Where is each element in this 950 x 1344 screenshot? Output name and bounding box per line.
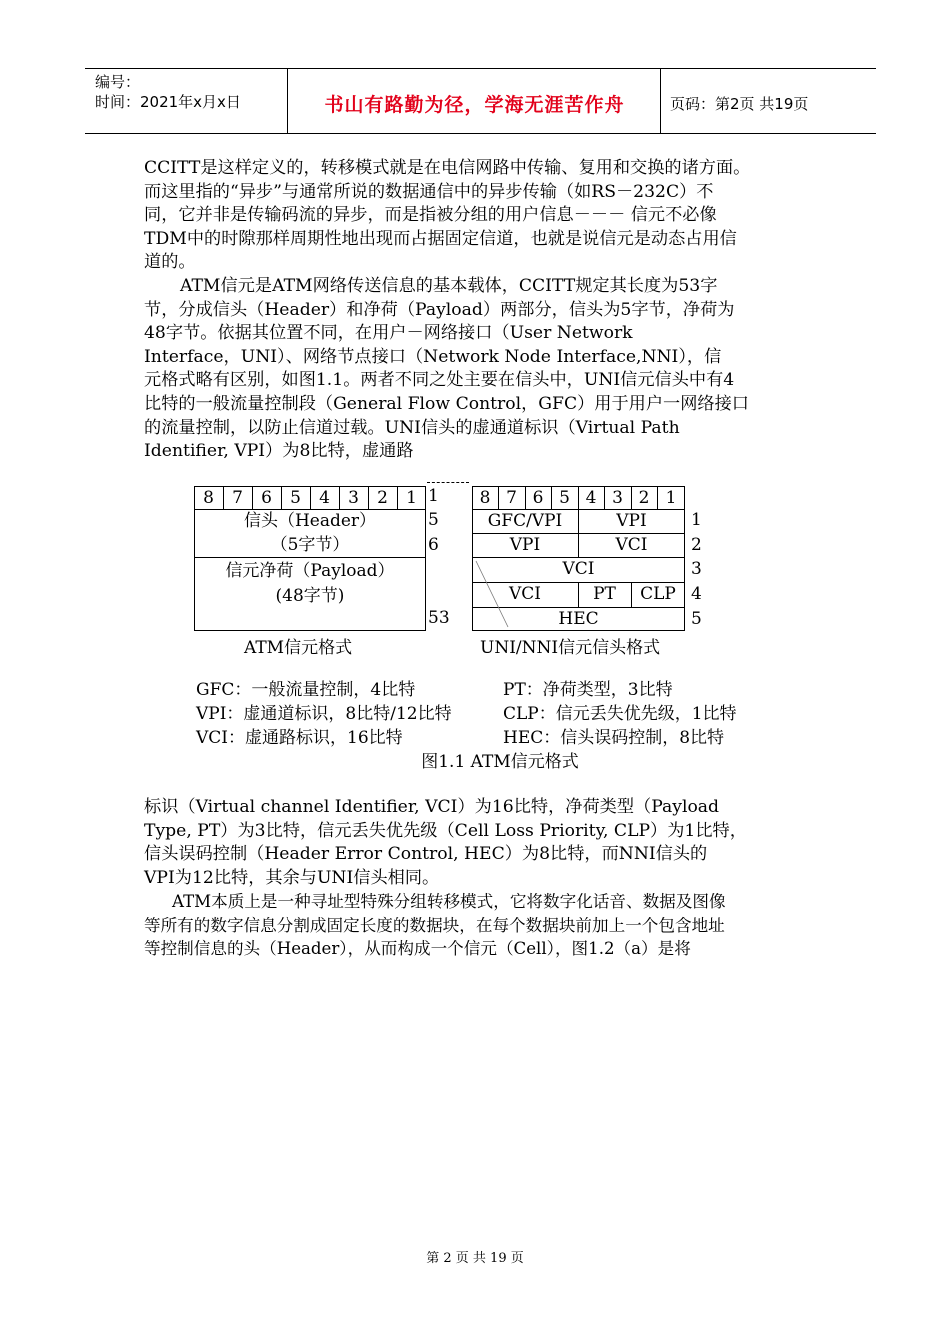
text-line: 节，分成信头（Header）和净荷（Payload）两部分，信头为5字节，净荷为 [144, 299, 735, 320]
field-vpi: VPI [616, 511, 647, 531]
header-time: 时间：2021年x月x日 [95, 93, 241, 111]
bit-label: 6 [261, 488, 272, 508]
row-number: 4 [691, 584, 702, 604]
bit-label: 2 [377, 488, 388, 508]
paragraph-4 [144, 890, 824, 961]
byte-label: 5 [428, 510, 439, 530]
legend-pt: PT：净荷类型，3比特 [503, 680, 673, 700]
bit-label: 7 [506, 488, 517, 508]
text-line: 信头误码控制（Header Error Control, HEC）为8比特，而NNI信头的 [144, 844, 708, 865]
legend-hec: HEC：信头误码控制，8比特 [503, 728, 725, 748]
byte-label: 1 [428, 486, 439, 506]
legend-vci: VCI：虚通路标识，16比特 [196, 728, 403, 748]
header-page-number: 页码：第2页 共19页 [670, 95, 809, 113]
paragraph-2 [144, 275, 824, 464]
grid-line [194, 557, 426, 558]
field-vci: VCI [509, 584, 541, 604]
byte-label: 53 [428, 608, 450, 628]
text-line: 标识（Virtual channel Identifier, VCI）为16比特，净荷类型（Payload [144, 797, 720, 817]
text-line: 等所有的数字信息分割成固定长度的数据块，在每个数据块前加上一个包含地址 [144, 915, 725, 935]
legend-vpi: VPI：虚通道标识，8比特/12比特 [196, 704, 452, 724]
header-field-label: 信头（Header） [243, 511, 377, 531]
legend-clp: CLP：信元丢失优先级，1比特 [503, 704, 737, 724]
field-vpi: VPI [509, 535, 541, 555]
paragraph-3 [144, 796, 824, 890]
legend-gfc: GFC：一般流量控制，4比特 [196, 680, 416, 700]
text-line: Type, PT）为3比特，信元丢失优先级（Cell Loss Priority, CLP）为1比特， [144, 820, 747, 841]
text-line: ATM本质上是一种寻址型特殊分组转移模式，它将数字化话音、数据及图像 [172, 892, 726, 911]
bit-label: 1 [665, 488, 677, 508]
header-motto: 书山有路勤为径，学海无涯苦作舟 [324, 94, 625, 116]
byte-label: 6 [428, 535, 439, 555]
bit-label: 7 [232, 488, 243, 508]
payload-field-label: 信元净荷（Payload） [225, 561, 395, 581]
bit-label: 6 [532, 488, 544, 508]
bit-label: 5 [559, 488, 570, 508]
bit-label: 5 [290, 488, 301, 508]
figure-caption: 图1.1 ATM信元格式 [421, 752, 579, 772]
text-line: Interface，UNI）、网络节点接口（Network Node Interface,NNI），信 [144, 346, 722, 367]
figure-dash [427, 482, 469, 483]
bit-label: 8 [479, 488, 491, 508]
left-caption: ATM信元格式 [244, 638, 353, 658]
text-line: ATM信元是ATM网络传送信息的基本载体，CCITT规定其长度为53字 [180, 276, 718, 296]
page-footer: 第 2 页 共 19 页 [426, 1251, 524, 1266]
bit-label: 3 [348, 488, 359, 508]
bit-label: 3 [612, 488, 623, 508]
bit-label: 8 [203, 488, 214, 508]
field-vci: VCI [562, 559, 595, 579]
header-number: 编号： [95, 73, 141, 91]
header-meta [95, 72, 241, 112]
text-line: 元格式略有区别，如图1.1。两者不同之处主要在信头中，UNI信元信头中有4 [144, 370, 735, 391]
text-line: 而这里指的“异步”与通常所说的数据通信中的异步传输（如RS－232C）不 [144, 181, 714, 202]
field-gfc-vpi: GFC/VPI [487, 511, 563, 531]
paragraph-1 [144, 157, 824, 275]
text-line: 等控制信息的头（Header），从而构成一个信元（Cell），图1.2（a）是将 [144, 939, 691, 959]
text-line: 48字节。依据其位置不同，在用户－网络接口（User Network [144, 323, 633, 344]
text-line: 同，它并非是传输码流的异步，而是指被分组的用户信息－－－ 信元不必像 [144, 205, 717, 226]
row-number: 2 [691, 535, 702, 555]
field-hec: HEC [558, 609, 599, 629]
text-line: CCITT是这样定义的，转移模式就是在电信网路中传输、复用和交换的诸方面。 [144, 158, 751, 178]
row-number: 3 [691, 559, 702, 579]
field-pt: PT [593, 584, 616, 604]
bit-label: 4 [585, 488, 597, 508]
text-line: TDM中的时隙那样周期性地出现而占据固定信道，也就是说信元是动态占用信 [144, 228, 737, 249]
right-caption: UNI/NNI信元信头格式 [480, 638, 661, 658]
text-line: 的流量控制，以防止信道过载。UNI信头的虚通道标识（Virtual Path [144, 417, 680, 438]
row-number: 1 [691, 510, 702, 530]
text-line: 比特的一般流量控制段（General Flow Control，GFC）用于用户一网络接口 [144, 393, 749, 414]
field-clp: CLP [640, 584, 676, 604]
header-field-size: （5字节） [270, 535, 350, 555]
row-number: 5 [691, 609, 702, 629]
payload-field-size: (48字节) [275, 586, 345, 606]
text-line: Identifier, VPI）为8比特，虚通路 [144, 441, 414, 462]
bit-label: 4 [319, 488, 330, 508]
page-header [85, 68, 876, 134]
bit-label: 1 [406, 488, 417, 508]
bit-label: 2 [638, 488, 650, 508]
text-line: 道的。 [144, 252, 196, 273]
field-vci: VCI [615, 535, 648, 555]
text-line: VPI为12比特，其余与UNI信头相同。 [144, 867, 440, 888]
